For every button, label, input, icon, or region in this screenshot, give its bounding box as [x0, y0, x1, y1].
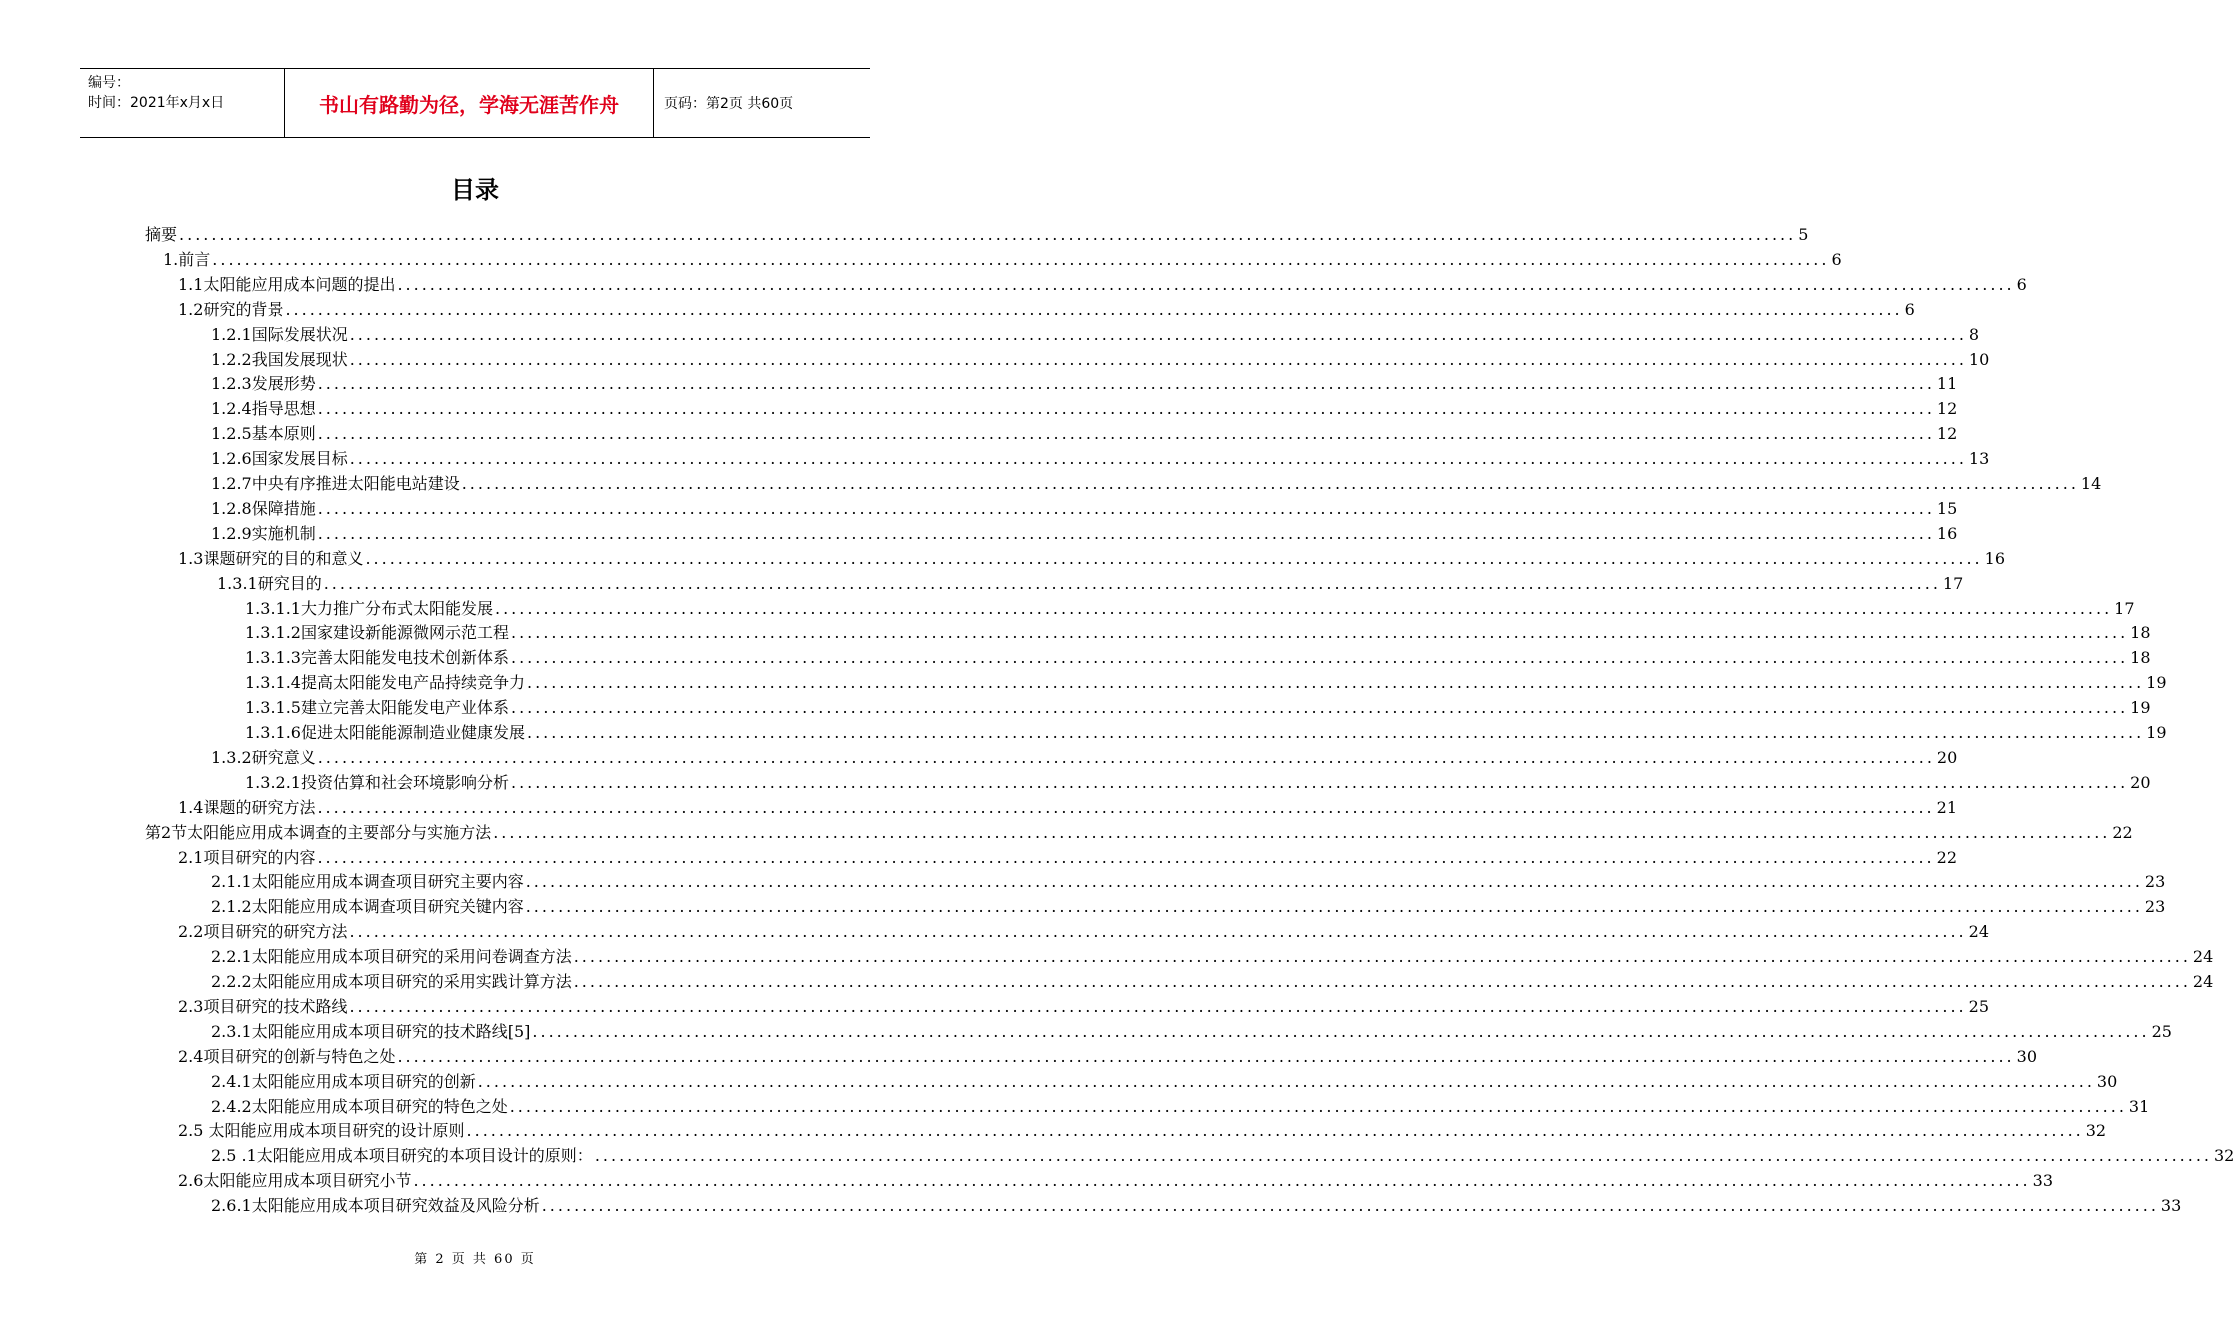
toc-entry-label: 2.1.2太阳能应用成本调查项目研究关键内容 — [211, 897, 524, 917]
toc-entry-page: 8 — [1968, 324, 1980, 344]
toc-leader-dots: ........................................................................................................................................................................................................ — [594, 1146, 2212, 1166]
toc-entry-page: 20 — [2130, 772, 2151, 792]
toc-entry-label: 1.前言 — [163, 249, 211, 269]
toc-entry-label: 2.2.2太阳能应用成本项目研究的采用实践计算方法 — [211, 972, 572, 991]
toc-entry-page: 13 — [1968, 449, 1990, 469]
toc-entry-page: 14 — [2080, 474, 2102, 493]
toc-leader-dots: ........................................................................................................................................................................................................ — [466, 1121, 2084, 1141]
toc-entry-label: 第2节太阳能应用成本调查的主要部分与实施方法 — [145, 822, 492, 842]
toc-entry[interactable] — [178, 546, 2005, 571]
toc-entry[interactable] — [245, 670, 2167, 695]
toc-leader-dots: ........................................................................................................................................................................................................ — [349, 349, 1967, 369]
toc-entry-page: 10 — [1968, 349, 1990, 369]
toc-leader-dots: ........................................................................................................................................................................................................ — [212, 249, 1830, 269]
header-motto: 书山有路勤为径，学海无涯苦作舟 — [284, 69, 654, 137]
toc-entry-page: 24 — [2192, 972, 2214, 991]
toc-leader-dots: ........................................................................................................................................................................................................ — [526, 673, 2145, 693]
toc-leader-dots: ........................................................................................................................................................................................................ — [317, 523, 1935, 543]
header-left — [80, 69, 284, 137]
toc-entry[interactable] — [211, 969, 2214, 994]
toc-entry-label: 1.3.1.3完善太阳能发电技术创新体系 — [245, 648, 509, 668]
toc-entry[interactable] — [211, 471, 2102, 496]
toc-entry-page: 30 — [2016, 1046, 2037, 1066]
toc-entry-label: 1.2.2我国发展现状 — [211, 349, 348, 369]
toc-leader-dots: ........................................................................................................................................................................................................ — [525, 872, 2143, 892]
toc-leader-dots: ........................................................................................................................................................................................................ — [317, 399, 1935, 419]
toc-entry-page: 22 — [1936, 847, 1957, 867]
toc-entry-page: 19 — [2130, 698, 2151, 718]
document-number-label: 编号： — [88, 75, 130, 91]
toc-entry[interactable] — [211, 745, 1958, 770]
toc-entry-label: 1.2.3发展形势 — [211, 374, 316, 394]
toc-leader-dots: ........................................................................................................................................................................................................ — [477, 1071, 2095, 1091]
toc-entry-page: 16 — [1984, 548, 2005, 568]
toc-entry-label: 1.2.1国际发展状况 — [211, 324, 348, 344]
toc-entry[interactable] — [211, 446, 1990, 471]
page-header — [80, 68, 870, 138]
toc-leader-dots: ........................................................................................................................................................................................................ — [317, 424, 1935, 444]
toc-entry-page: 18 — [2130, 648, 2151, 668]
toc-entry-label: 2.1.1太阳能应用成本调查项目研究主要内容 — [211, 872, 524, 892]
toc-entry-label: 2.4.1太阳能应用成本项目研究的创新 — [211, 1071, 476, 1091]
toc-entry[interactable] — [178, 994, 1989, 1019]
toc-entry-label: 1.2.8保障措施 — [211, 498, 316, 518]
toc-leader-dots: ........................................................................................................................................................................................................ — [349, 996, 1967, 1016]
toc-leader-dots: ........................................................................................................................................................................................................ — [493, 822, 2111, 842]
toc-entry[interactable] — [178, 919, 1989, 944]
toc-entry[interactable] — [211, 1069, 2118, 1094]
toc-entry-page: 19 — [2146, 723, 2167, 742]
toc-leader-dots: ........................................................................................................................................................................................................ — [526, 723, 2145, 742]
toc-entry-page: 20 — [1936, 747, 1958, 767]
toc-entry-page: 17 — [1942, 573, 1964, 593]
toc-entry-label: 2.5 .1太阳能应用成本项目研究的本项目设计的原则： — [211, 1146, 593, 1166]
toc-entry-page: 6 — [1904, 299, 1915, 319]
toc-entry[interactable] — [211, 421, 1958, 446]
toc-entry-page: 30 — [2096, 1071, 2118, 1091]
toc-entry-page: 17 — [2114, 598, 2135, 618]
toc-entry[interactable] — [178, 795, 1957, 820]
toc-entry-label: 2.4项目研究的创新与特色之处 — [178, 1046, 396, 1066]
toc-entry[interactable] — [178, 1044, 2037, 1069]
toc-entry[interactable] — [211, 869, 2166, 894]
toc-entry[interactable] — [178, 1168, 2053, 1193]
toc-entry-page: 6 — [1831, 249, 1842, 269]
toc-entry[interactable] — [245, 596, 2135, 621]
toc-entry-page: 23 — [2144, 897, 2166, 917]
toc-entry-page: 5 — [1798, 225, 1809, 244]
toc-entry[interactable] — [211, 944, 2214, 969]
toc-leader-dots: ........................................................................................................................................................................................................ — [285, 299, 1903, 319]
toc-entry[interactable] — [245, 770, 2151, 795]
toc-leader-dots: ........................................................................................................................................................................................................ — [541, 1196, 2159, 1216]
toc-entry-page: 25 — [2151, 1021, 2172, 1041]
toc-entry-label: 1.3.1.4提高太阳能发电产品持续竞争力 — [245, 673, 525, 693]
header-page-info: 页码：第2页 共60页 — [664, 96, 794, 112]
toc-entry-page: 12 — [1936, 399, 1958, 419]
toc-entry[interactable] — [245, 645, 2151, 670]
toc-entry-label: 1.3.1.2国家建设新能源微网示范工程 — [245, 623, 509, 643]
toc-entry[interactable] — [211, 347, 1990, 372]
toc-entry-page: 12 — [1936, 424, 1958, 444]
toc-entry-label: 2.2项目研究的研究方法 — [178, 922, 348, 942]
toc-leader-dots: ........................................................................................................................................................................................................ — [397, 274, 2015, 294]
toc-leader-dots: ........................................................................................................................................................................................................ — [510, 648, 2129, 668]
toc-entry-label: 2.4.2太阳能应用成本项目研究的特色之处 — [211, 1096, 508, 1116]
toc-entry-label: 1.3.1.5建立完善太阳能发电产业体系 — [245, 698, 509, 718]
toc-entry[interactable] — [211, 1019, 2172, 1044]
toc-entry-label: 1.1太阳能应用成本问题的提出 — [178, 274, 396, 294]
toc-entry-label: 1.3.1.6促进太阳能能源制造业健康发展 — [245, 723, 525, 742]
toc-leader-dots: ........................................................................................................................................................................................................ — [573, 972, 2191, 991]
toc-leader-dots: ........................................................................................................................................................................................................ — [365, 548, 1983, 568]
toc-entry[interactable] — [211, 894, 2166, 919]
toc-entry-page: 24 — [1968, 922, 1989, 942]
toc-leader-dots: ........................................................................................................................................................................................................ — [532, 1021, 2150, 1041]
toc-entry-label: 1.2研究的背景 — [178, 299, 284, 319]
toc-entry[interactable] — [211, 396, 1958, 421]
toc-leader-dots: ........................................................................................................................................................................................................ — [509, 1096, 2127, 1116]
toc-entry-label: 2.3.1太阳能应用成本项目研究的技术路线[5] — [211, 1021, 531, 1041]
toc-entry-label: 2.6.1太阳能应用成本项目研究效益及风险分析 — [211, 1196, 540, 1216]
toc-leader-dots: ........................................................................................................................................................................................................ — [525, 897, 2143, 917]
toc-entry-label: 2.5 太阳能应用成本项目研究的设计原则 — [178, 1121, 465, 1141]
toc-leader-dots: ........................................................................................................................................................................................................ — [397, 1046, 2015, 1066]
toc-leader-dots: ........................................................................................................................................................................................................ — [317, 498, 1935, 518]
toc-leader-dots: ........................................................................................................................................................................................................ — [349, 324, 1967, 344]
toc-entry[interactable] — [217, 571, 1964, 596]
toc-entry-page: 24 — [2192, 947, 2214, 967]
toc-entry-label: 1.2.6国家发展目标 — [211, 449, 348, 469]
toc-entry-label: 1.4课题的研究方法 — [178, 797, 316, 817]
toc-entry-page: 15 — [1936, 498, 1958, 518]
toc-entry-page: 6 — [2016, 274, 2027, 294]
toc-entry-label: 1.3.2.1投资估算和社会环境影响分析 — [245, 772, 509, 792]
document-time-label: 时间：2021年x月x日 — [88, 95, 225, 111]
toc-entry[interactable] — [211, 371, 1958, 396]
toc-entry[interactable] — [211, 1193, 2182, 1218]
toc-entry-page: 23 — [2144, 872, 2166, 892]
toc-entry[interactable] — [178, 297, 1915, 322]
page-footer: 第 2 页 共 60 页 — [414, 1252, 536, 1267]
toc-entry-page: 16 — [1936, 523, 1958, 543]
toc-entry-label: 1.2.5基本原则 — [211, 424, 316, 444]
toc-entry-label: 摘要 — [145, 225, 178, 244]
toc-entry[interactable] — [178, 845, 1957, 870]
toc-leader-dots: ........................................................................................................................................................................................................ — [461, 474, 2079, 493]
toc-entry-label: 2.1项目研究的内容 — [178, 847, 316, 867]
toc-entry-label: 1.2.4指导思想 — [211, 399, 316, 419]
toc-leader-dots: ........................................................................................................................................................................................................ — [573, 947, 2191, 967]
toc-leader-dots: ........................................................................................................................................................................................................ — [349, 449, 1967, 469]
toc-entry[interactable] — [211, 1094, 2150, 1119]
toc-entry-label: 1.2.7中央有序推进太阳能电站建设 — [211, 474, 460, 493]
page-title: 目录 — [451, 176, 499, 204]
toc-entry-label: 2.2.1太阳能应用成本项目研究的采用问卷调查方法 — [211, 947, 572, 967]
toc-entry-page: 22 — [2112, 822, 2133, 842]
toc-entry[interactable] — [211, 1143, 2234, 1168]
toc-entry-page: 18 — [2130, 623, 2151, 643]
toc-entry-label: 1.3.1研究目的 — [217, 573, 322, 593]
toc-leader-dots: ........................................................................................................................................................................................................ — [317, 797, 1935, 817]
toc-entry[interactable] — [245, 720, 2167, 745]
toc-leader-dots: ........................................................................................................................................................................................................ — [510, 698, 2129, 718]
toc-entry[interactable] — [163, 247, 1842, 272]
toc-entry-label: 1.2.9实施机制 — [211, 523, 316, 543]
toc-entry[interactable] — [211, 521, 1958, 546]
toc-entry[interactable] — [178, 272, 2027, 297]
toc-entry-label: 1.3.2研究意义 — [211, 747, 316, 767]
toc-entry[interactable] — [178, 1118, 2107, 1143]
toc-leader-dots: ........................................................................................................................................................................................................ — [510, 623, 2129, 643]
toc-entry-page: 25 — [1968, 996, 1989, 1016]
toc-entry-page: 21 — [1936, 797, 1957, 817]
toc-leader-dots: ........................................................................................................................................................................................................ — [317, 847, 1935, 867]
toc-leader-dots: ........................................................................................................................................................................................................ — [494, 598, 2113, 618]
toc-leader-dots: ........................................................................................................................................................................................................ — [317, 374, 1935, 394]
toc-entry[interactable] — [145, 222, 1809, 247]
toc-leader-dots: ........................................................................................................................................................................................................ — [349, 922, 1967, 942]
toc-leader-dots: ........................................................................................................................................................................................................ — [179, 225, 1797, 244]
toc-leader-dots: ........................................................................................................................................................................................................ — [510, 772, 2129, 792]
toc-entry-page: 32 — [2214, 1146, 2234, 1166]
toc-entry-page: 11 — [1936, 374, 1958, 394]
toc-entry-page: 33 — [2160, 1196, 2182, 1216]
toc-entry-page: 31 — [2128, 1096, 2150, 1116]
toc-entry[interactable] — [211, 322, 1980, 347]
toc-entry-page: 33 — [2032, 1171, 2053, 1191]
toc-entry-label: 2.6太阳能应用成本项目研究小节 — [178, 1171, 412, 1191]
toc-entry-label: 1.3课题研究的目的和意义 — [178, 548, 364, 568]
toc-leader-dots: ........................................................................................................................................................................................................ — [317, 747, 1935, 767]
toc-entry[interactable] — [211, 496, 1958, 521]
toc-entry-label: 1.3.1.1大力推广分布式太阳能发展 — [245, 598, 493, 618]
toc-entry-page: 32 — [2085, 1121, 2107, 1141]
toc-leader-dots: ........................................................................................................................................................................................................ — [413, 1171, 2031, 1191]
toc-leader-dots: ........................................................................................................................................................................................................ — [323, 573, 1941, 593]
toc-entry[interactable] — [245, 695, 2151, 720]
toc-entry-page: 19 — [2146, 673, 2167, 693]
toc-entry-label: 2.3项目研究的技术路线 — [178, 996, 348, 1016]
toc-entry[interactable] — [145, 820, 2133, 845]
toc-entry[interactable] — [245, 620, 2151, 645]
